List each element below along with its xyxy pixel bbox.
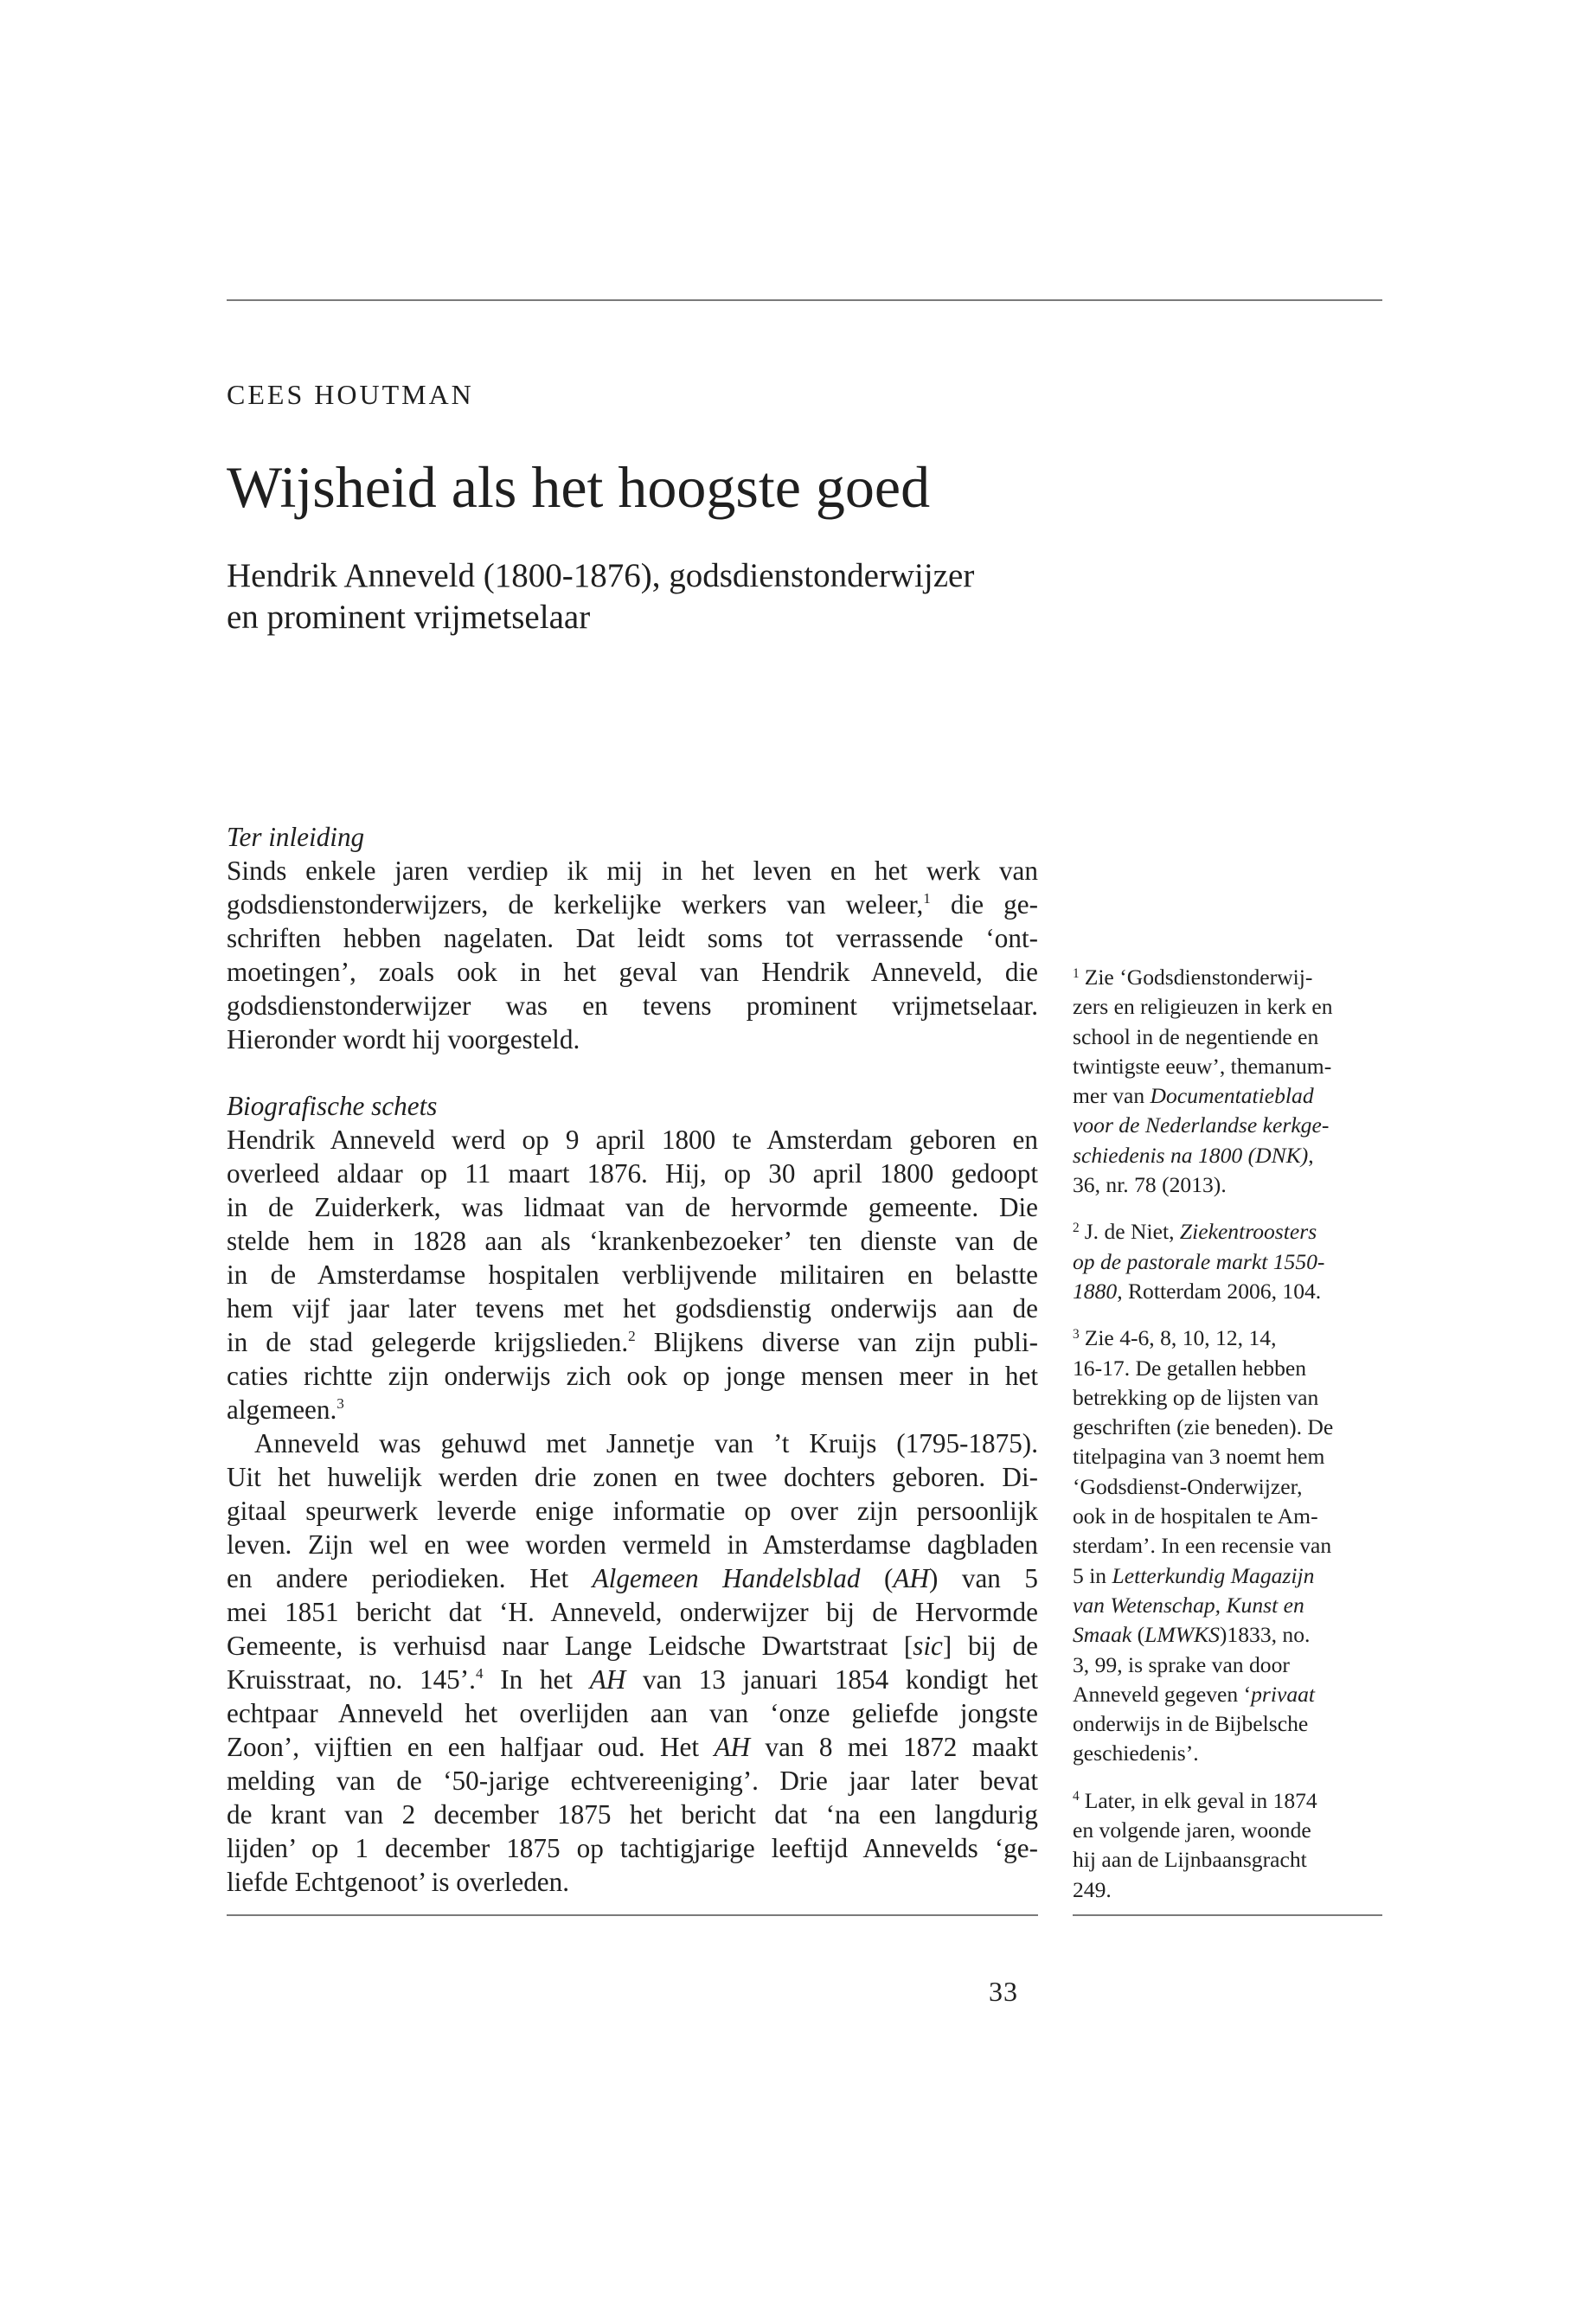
body-line: in de Zuiderkerk, was lidmaat van de hervormde gemeente. Die (227, 1192, 1038, 1222)
body-line: overleed aldaar op 11 maart 1876. Hij, op 30 april 1800 gedoopt (227, 1158, 1038, 1189)
body-text-italic: AH (714, 1732, 751, 1762)
footnote-line (1073, 1620, 1384, 1650)
footnote-text-italic: LMWKS (1144, 1622, 1220, 1648)
body-text-italic: AH (893, 1563, 929, 1593)
footnote-line: betrekking op de lijsten van (1073, 1384, 1319, 1410)
footnote-line: 249. (1073, 1876, 1112, 1902)
footnotes-column (1073, 963, 1384, 1922)
article-title: Wijsheid als het hoogste goed (227, 454, 931, 520)
footnote-line: onderwijs in de Bijbelsche (1073, 1711, 1309, 1737)
footnote-line: zers en religieuzen in kerk en (1073, 994, 1333, 1020)
footnote-line: van Wetenschap, Kunst en (1073, 1592, 1304, 1618)
footnote-line (1073, 1217, 1384, 1247)
body-line: melding van de ‘50-jarige echtvereeniging’. Drie jaar later bevat (227, 1766, 1038, 1796)
footnote-text: )1833, no. (1219, 1622, 1311, 1648)
article-subtitle (227, 555, 1178, 638)
body-line (227, 1730, 1038, 1764)
footnote-text-italic: privaat (1251, 1681, 1316, 1707)
footnote-text-italic: Smaak (1073, 1622, 1132, 1648)
footnote-text: Zie ‘Godsdienstonderwij- (1084, 965, 1313, 990)
body-line: liefde Echtgenoot’ is overleden. (227, 1867, 570, 1897)
footnote-line: hij aan de Lijnbaansgracht (1073, 1847, 1307, 1873)
author-name: CEES HOUTMAN (227, 379, 474, 410)
body-text: Kruisstraat, no. 145’. (227, 1664, 476, 1695)
footnote-line: geschiedenis’. (1073, 1740, 1199, 1766)
body-line: caties richtte zijn onderwijs zich ook op jonge mensen meer in het (227, 1361, 1038, 1391)
footnote-line: ook in de hospitalen te Am- (1073, 1503, 1318, 1529)
footnote-line: twintigste eeuw’, themanum- (1073, 1053, 1332, 1079)
footnote-text: Anneveld gegeven ‘ (1073, 1681, 1252, 1707)
footnote-line: geschriften (zie beneden). De (1073, 1414, 1334, 1440)
footnote-line: 36, nr. 78 (2013). (1073, 1172, 1227, 1198)
footnote-ref-4[interactable]: 4 (475, 1665, 484, 1682)
footnote-ref-1[interactable]: 1 (923, 890, 931, 907)
footnote-line (1073, 963, 1384, 992)
body-line: Hieronder wordt hij voorgesteld. (227, 1024, 580, 1054)
body-line: gitaal speurwerk leverde enige informatie op over zijn persoonlijk (227, 1496, 1038, 1526)
footnote-text: Zie 4-6, 8, 10, 12, 14, (1084, 1325, 1277, 1351)
footnote-text: , (1308, 1142, 1314, 1168)
body-text: ] bij de (942, 1631, 1038, 1661)
footnote-text-italic: Letterkundig Magazijn (1112, 1562, 1315, 1588)
body-text: die ge- (930, 889, 1038, 920)
body-text: van 13 januari 1854 kondigt het (625, 1664, 1038, 1695)
body-text-italic: sic (913, 1631, 943, 1661)
body-line: Hendrik Anneveld werd op 9 april 1800 te Amsterdam geboren en (227, 1125, 1038, 1155)
footnote-line: en volgende jaren, woonde (1073, 1817, 1311, 1843)
footnote-line (1073, 1081, 1384, 1111)
footnote-line: sterdam’. In een recensie van (1073, 1533, 1332, 1559)
body-text: ) van 5 (928, 1563, 1038, 1593)
footnote-number: 4 (1073, 1789, 1080, 1804)
footnote-line (1073, 1277, 1384, 1306)
page-number: 33 (989, 1976, 1018, 2007)
body-text: godsdienstonderwijzers, de kerkelijke werkers van weleer, (227, 889, 924, 920)
body-text-italic: Algemeen Handelsblad (592, 1563, 861, 1593)
body-line (227, 1561, 1038, 1595)
footnote-4 (1073, 1786, 1384, 1905)
footnote-number: 3 (1073, 1326, 1080, 1342)
body-text-italic: AH (589, 1664, 626, 1695)
body-text: In het (483, 1664, 590, 1695)
footnote-line: titelpagina van 3 noemt hem (1073, 1444, 1325, 1470)
footnote-ref-3[interactable]: 3 (337, 1395, 344, 1412)
body-line: hem vijf jaar later tevens met het godsdienstig onderwijs aan de (227, 1293, 1038, 1324)
body-line: in de Amsterdamse hospitalen verblijvende militairen en belastte (227, 1259, 1038, 1290)
footnote-text: , Rotterdam 2006, 104. (1117, 1278, 1322, 1304)
body-line: schriften hebben nagelaten. Dat leidt soms tot verrassende ‘ont- (227, 923, 1038, 953)
body-text: van 8 mei 1872 maakt (750, 1732, 1039, 1762)
body-text: algemeen. (227, 1394, 337, 1425)
body-line (227, 1663, 1038, 1696)
body-line (227, 1629, 1038, 1663)
body-line: Sinds enkele jaren verdiep ik mij in het leven en het werk van (227, 856, 1038, 886)
footnote-ref-2[interactable]: 2 (628, 1328, 636, 1344)
footnote-text: mer van (1073, 1083, 1151, 1109)
footnote-line: voor de Nederlandse kerkge- (1073, 1112, 1330, 1138)
body-line: leven. Zijn wel en wee worden vermeld in Amsterdamse dagbladen (227, 1529, 1038, 1560)
main-text-column (227, 820, 1038, 1899)
footnote-line: 3, 99, is sprake van door (1073, 1651, 1290, 1677)
bottom-rule-footnotes (1073, 1914, 1382, 1916)
section-heading-biography: Biografische schets (227, 1091, 438, 1121)
body-line: Uit het huwelijk werden drie zonen en twee dochters geboren. Di- (227, 1462, 1038, 1492)
footnote-line (1073, 1141, 1384, 1170)
body-text: ( (860, 1563, 894, 1593)
section-heading-intro: Ter inleiding (227, 822, 365, 852)
footnote-line: school in de negentiende en (1073, 1023, 1319, 1049)
footnote-2 (1073, 1217, 1384, 1306)
footnote-number: 2 (1073, 1220, 1080, 1235)
footnote-text-italic: Ziekentroosters (1179, 1219, 1317, 1245)
bottom-rule-main (227, 1914, 1038, 1916)
footnote-number: 1 (1073, 965, 1080, 981)
body-line: echtpaar Anneveld het overlijden aan van ‘onze geliefde jongste (227, 1698, 1038, 1728)
body-line: mei 1851 bericht dat ‘H. Anneveld, onderwijzer bij de Hervormde (227, 1597, 1038, 1627)
footnote-text-italic: 1880 (1073, 1278, 1118, 1304)
footnote-line: 16-17. De getallen hebben (1073, 1355, 1307, 1381)
body-line (227, 1393, 1038, 1426)
footnote-text: ( (1131, 1622, 1145, 1648)
body-line (227, 888, 1038, 921)
footnote-text: Later, in elk geval in 1874 (1084, 1787, 1317, 1813)
body-line: Anneveld was gehuwd met Jannetje van ’t Kruijs (1795-1875). (254, 1428, 1038, 1458)
footnote-text: J. de Niet, (1084, 1219, 1180, 1245)
body-text: en andere periodieken. Het (227, 1563, 593, 1593)
footnote-text: 5 in (1073, 1562, 1112, 1588)
footnote-line: op de pastorale markt 1550- (1073, 1248, 1325, 1274)
body-text: in de stad gelegerde krijgslieden. (227, 1327, 629, 1357)
top-rule (227, 299, 1382, 301)
body-line: stelde hem in 1828 aan als ‘krankenbezoeker’ ten dienste van de (227, 1226, 1038, 1256)
body-text: Blijkens diverse van zijn publi- (635, 1327, 1038, 1357)
subtitle-line: Hendrik Anneveld (1800-1876), godsdienstonderwijzer (227, 557, 975, 594)
body-text: Gemeente, is verhuisd naar Lange Leidsche Dwartstraat [ (227, 1631, 913, 1661)
body-line: lijden’ op 1 december 1875 op tachtigjarige leeftijd Annevelds ‘ge- (227, 1833, 1038, 1863)
body-line: de krant van 2 december 1875 het bericht dat ‘na een langdurig (227, 1799, 1038, 1830)
footnote-3 (1073, 1324, 1384, 1768)
footnote-line (1073, 1680, 1384, 1709)
footnote-line (1073, 1786, 1384, 1816)
body-text: Zoon’, vijftien en een halfjaar oud. Het (227, 1732, 715, 1762)
footnote-line (1073, 1324, 1384, 1353)
body-line: godsdienstonderwijzer was en tevens prominent vrijmetselaar. (227, 990, 1038, 1021)
body-line (227, 1325, 1038, 1359)
footnote-line (1073, 1561, 1384, 1591)
footnote-line: ‘Godsdienst-Onderwijzer, (1073, 1473, 1303, 1499)
footnote-1 (1073, 963, 1384, 1200)
body-line: moetingen’, zoals ook in het geval van Hendrik Anneveld, die (227, 957, 1038, 987)
footnote-text-italic: Documentatieblad (1150, 1083, 1314, 1109)
subtitle-line: en prominent vrijmetselaar (227, 599, 591, 636)
footnote-text-italic: schiedenis na 1800 (DNK) (1073, 1142, 1309, 1168)
